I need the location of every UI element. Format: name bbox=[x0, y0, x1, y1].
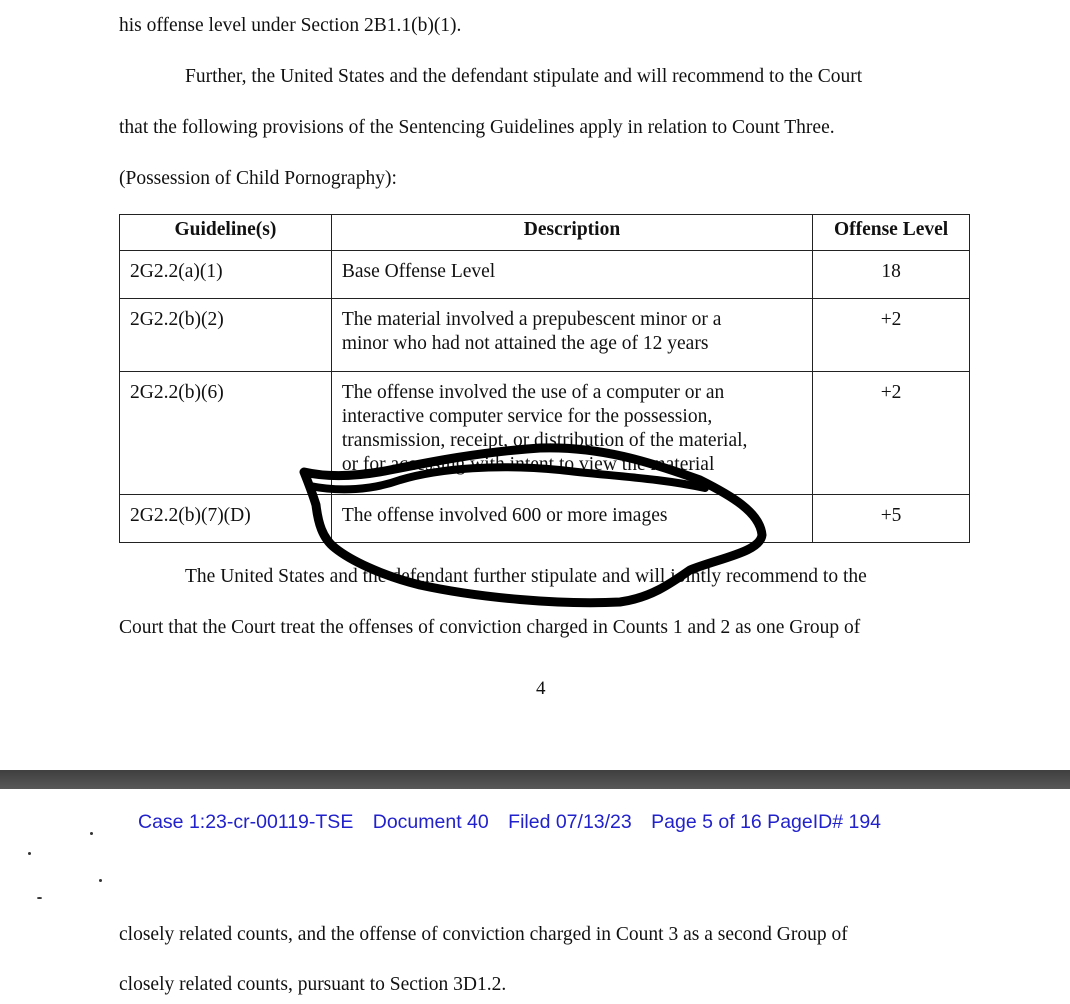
body-text-line: closely related counts, and the offense of conviction charged in Count 3 as a second Group of bbox=[119, 924, 848, 945]
case-header bbox=[138, 811, 895, 834]
body-text-line: (Possession of Child Pornography): bbox=[119, 168, 397, 189]
description-cell bbox=[331, 372, 812, 495]
description-line: The offense involved the use of a computer or an bbox=[341, 382, 725, 403]
offense-level-cell: +5 bbox=[813, 495, 970, 543]
document-number: Document 40 bbox=[372, 811, 489, 833]
column-header-offense-level: Offense Level bbox=[813, 215, 970, 251]
guideline-cell: 2G2.2(a)(1) bbox=[120, 251, 332, 299]
filed-date: Filed 07/13/23 bbox=[508, 811, 632, 833]
case-number: Case 1:23-cr-00119-TSE bbox=[138, 811, 354, 833]
table-row bbox=[120, 299, 970, 372]
description-line: Base Offense Level bbox=[341, 261, 496, 282]
scan-speck bbox=[28, 852, 31, 855]
guideline-cell: 2G2.2(b)(7)(D) bbox=[120, 495, 332, 543]
body-text-line: that the following provisions of the Sentencing Guidelines apply in relation to Count Three. bbox=[119, 117, 835, 138]
column-header-description: Description bbox=[331, 215, 812, 251]
table-row bbox=[120, 495, 970, 543]
column-header-guideline: Guideline(s) bbox=[120, 215, 332, 251]
page-separator-bar bbox=[0, 770, 1070, 789]
description-line: transmission, receipt, or distribution of the material, bbox=[341, 430, 748, 451]
offense-level-cell: +2 bbox=[813, 299, 970, 372]
table-header-row bbox=[120, 215, 970, 251]
scan-speck bbox=[37, 897, 42, 899]
description-cell bbox=[331, 495, 812, 543]
description-line: The material involved a prepubescent minor or a bbox=[341, 309, 722, 330]
body-text-line: Court that the Court treat the offenses of conviction charged in Counts 1 and 2 as one Group of bbox=[119, 617, 861, 638]
description-line: minor who had not attained the age of 12 years bbox=[341, 333, 709, 354]
table-row bbox=[120, 251, 970, 299]
table-row bbox=[120, 372, 970, 495]
scan-speck bbox=[90, 832, 93, 835]
scan-speck bbox=[99, 879, 102, 882]
guideline-cell: 2G2.2(b)(2) bbox=[120, 299, 332, 372]
description-cell bbox=[331, 251, 812, 299]
description-cell bbox=[331, 299, 812, 372]
guidelines-table bbox=[119, 214, 970, 543]
body-text-line: closely related counts, pursuant to Section 3D1.2. bbox=[119, 974, 507, 995]
body-text-line: The United States and the defendant further stipulate and will jointly recommend to the bbox=[185, 566, 867, 587]
guideline-cell: 2G2.2(b)(6) bbox=[120, 372, 332, 495]
body-text-line: Further, the United States and the defendant stipulate and will recommend to the Court bbox=[185, 66, 863, 87]
description-line: or for accessing with intent to view the material bbox=[341, 454, 715, 475]
description-line: interactive computer service for the possession, bbox=[341, 406, 713, 427]
body-text-line: his offense level under Section 2B1.1(b)(1). bbox=[119, 15, 462, 36]
offense-level-cell: 18 bbox=[813, 251, 970, 299]
offense-level-cell: +2 bbox=[813, 372, 970, 495]
page-id: Page 5 of 16 PageID# 194 bbox=[651, 811, 882, 833]
description-line: The offense involved 600 or more images bbox=[341, 505, 668, 526]
page-number: 4 bbox=[536, 678, 546, 699]
